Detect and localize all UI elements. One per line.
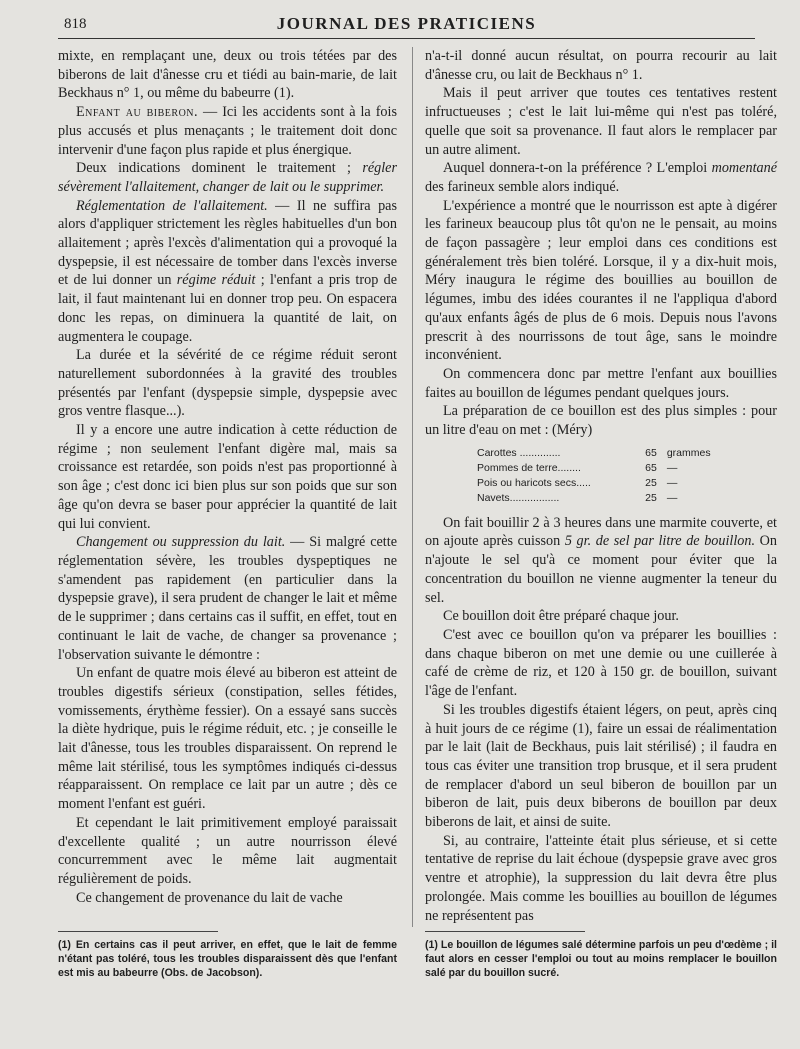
paragraph: Ce changement de provenance du lait de vache <box>76 889 343 906</box>
footnote-left: (1) En certains cas il peut arriver, en effet, que le lait de femme n'étant pas toléré, tous les troubles disparaissent dès que l'enfant est mis au babeurre (Obs. de Jacobson). <box>58 939 397 979</box>
recipe-table <box>477 446 715 506</box>
ingredient-qty: 25 <box>645 491 657 504</box>
column-divider <box>412 47 413 927</box>
paragraph: Changement ou suppression du lait. — Si malgré cette réglementation sévère, les troubles dyspeptiques ne s'amendent pas rapidement (en particulier dans la dyspepsie grave), il sera prudent de changer le lait et même de le supprimer ; dans certains cas il suffit, en effet, tout en continuant le lait de vache, de changer sa provenance ; l'observation suivante le démontre : <box>58 534 397 663</box>
paragraph: mixte, en remplaçant une, deux ou trois tétées par des biberons de lait d'ânesse cru et tiédi au bain-marie, de lait Beckhaus n° 1, ou même du babeurre (1). <box>58 48 397 102</box>
ingredient-name: Pommes de terre........ <box>477 461 581 474</box>
paragraph: Deux indications dominent le traitement ; régler sévèrement l'allaitement, changer de lait ou le supprimer. <box>58 160 397 195</box>
ingredient-name: Carottes .............. <box>477 446 561 459</box>
footnote-right: (1) Le bouillon de légumes salé détermine parfois un peu d'œdème ; il faut alors en cesser l'emploi ou tout au moins remplacer le bouillon salé par du bouillon sucré. <box>425 939 777 979</box>
paragraph: Réglementation de l'allaitement. — Il ne suffira pas alors d'appliquer strictement les règles habituelles d'un bon allaitement ; après l'excès d'alimentation qui a provoqué la dyspepsie, il est nécessaire de tomber dans l'excès inverse et de lui donner un régime réduit ; l'enfant a pris trop de lait, il faut maintenant lui en donner trop peu. On espacera donc les repas, on diminuera la quantité de lait, on augmentera le coupage. <box>58 197 397 345</box>
paragraph: L'expérience a montré que le nourrisson est apte à digérer les farineux beaucoup plus tôt qu'on ne le pensait, au moins de façon passagère ; leur emploi dans ces conditions est généralement très bien toléré. Lorsque, il y a dix-huit mois, Méry inaugura le régime des bouillies au bouillon de légumes, imbu des idées courantes il ne l'appliqua d'abord qu'aux enfants âgés de plus de 6 mois. Depuis nous l'avons prescrit à des nourrissons de tout âge, sans le moindre inconvénient. <box>425 197 777 364</box>
paragraph: On fait bouillir 2 à 3 heures dans une marmite couverte, et on ajoute après cuisson 5 gr. de sel par litre de bouillon. On n'ajoute le sel qu'à ce moment pour éviter que la concentration du bouillon ne vienne augmenter la teneur du sel. <box>425 514 778 606</box>
header-rule <box>58 38 755 39</box>
paragraph: Il y a encore une autre indication à cette réduction de régime ; non seulement l'enfant digère mal, mais sa croissance est retardée, son poids n'est pas proportionné à son âge ; c'est donc ici bien plus sur son poids que sur son âge qu'on devra se baser pour apprécier la quantité de lait qui lui convient. <box>58 422 397 532</box>
left-column <box>58 47 397 907</box>
paragraph: Si, au contraire, l'atteinte était plus sérieuse, et si cette tentative de reprise du lait échoue (dyspepsie grave avec gros ventre et atrophie), la suppression du lait devra être plus prolongée. Mais comme les bouillies au bouillon de légumes ne représentent pas <box>425 832 777 924</box>
ingredient-name: Pois ou haricots secs..... <box>477 476 591 489</box>
paragraph: Auquel donnera-t-on la préférence ? L'emploi momentané des farineux semble alors indiqué. <box>425 160 777 195</box>
ingredient-qty: 25 <box>645 476 657 489</box>
section-heading: Réglementation de l'allaitement. <box>76 197 268 214</box>
ingredient-unit: — <box>666 476 678 489</box>
paragraph: Un enfant de quatre mois élevé au biberon est atteint de troubles digestifs sérieux (constipation, selles fétides, vomissements, érythème fessier). On a essayé sans succès la diète hydrique, puis le régime réduit, etc. ; je conseille le lait d'ânesse, tous les troubles disparaissent. On reprend le même lait stérilisé, tous les symptômes indiqués ci-dessus réapparaissent. On remplace ce lait par un autre ; dès ce moment l'enfant est guéri. <box>58 665 397 813</box>
paragraph: La durée et la sévérité de ce régime réduit seront naturellement subordonnées à la gravité des troubles présentés par l'enfant (dyspepsie simple, dyspepsie avec gros ventre flasque...). <box>58 347 397 420</box>
ingredient-unit: — <box>666 461 678 474</box>
footnote-rule-left <box>58 931 218 932</box>
paragraph: Et cependant le lait primitivement employé paraissait d'excellente qualité ; un autre nourrisson élevé concurremment avec le même lait augmentait régulièrement de poids. <box>58 814 397 887</box>
paragraph: La préparation de ce bouillon est des plus simples : pour un litre d'eau on met : (Méry) <box>425 403 777 439</box>
recipe-row <box>477 446 715 461</box>
paragraph: On commencera donc par mettre l'enfant aux bouillies faites au bouillon de légumes pendant quelques jours. <box>425 365 777 401</box>
paragraph: Mais il peut arriver que toutes ces tentatives restent infructueuses ; c'est le lait lui-même qui n'est pas toléré, quelle que soit sa provenance. Il faut alors le remplacer par un autre aliment. <box>425 85 777 158</box>
ingredient-name: Navets................. <box>477 491 560 504</box>
section-heading: Enfant au biberon. <box>76 104 199 121</box>
paragraph: C'est avec ce bouillon qu'on va préparer les bouillies : dans chaque biberon on met une demie ou une cuillerée à café de crème de riz, et 120 à 150 gr. de bouillon, suivant l'âge de l'enfant. <box>425 626 777 700</box>
footnote-rule-right <box>425 931 585 932</box>
page-header <box>58 14 755 40</box>
page-number: 818 <box>64 16 87 32</box>
recipe-row <box>477 476 715 491</box>
paragraph: n'a-t-il donné aucun résultat, on pourra recourir au lait d'ânesse cru, ou lait de Beckhaus n° 1. <box>425 48 777 83</box>
paragraph: Si les troubles digestifs étaient légers, on peut, après cinq à huit jours de ce régime (1), faire un essai de réalimentation par le lait (lait de Beckhaus, puis lait stérilisé) ; il faudra en tous cas éviter une transition trop brusque, et il sera prudent de remplacer d'abord un seul biberon de bouillon par un biberon de lait, puis deux biberons de bouillon par deux biberons de lait, et ainsi de suite. <box>425 701 777 831</box>
ingredient-qty: 65 <box>645 446 657 459</box>
recipe-row <box>477 491 715 506</box>
ingredient-unit: grammes <box>666 446 711 459</box>
paragraph: Enfant au biberon. — Ici les accidents sont à la fois plus accusés et plus menaçants ; le traitement doit donc intervenir d'une façon plus rapide et plus énergique. <box>58 104 397 158</box>
section-heading: Changement ou suppression du lait. <box>76 534 286 551</box>
recipe-row <box>477 461 715 476</box>
paragraph: Ce bouillon doit être préparé chaque jour. <box>443 608 679 625</box>
journal-title: JOURNAL DES PRATICIENS <box>276 14 537 33</box>
ingredient-unit: — <box>666 491 678 504</box>
right-column <box>425 47 777 925</box>
ingredient-qty: 65 <box>645 461 657 474</box>
